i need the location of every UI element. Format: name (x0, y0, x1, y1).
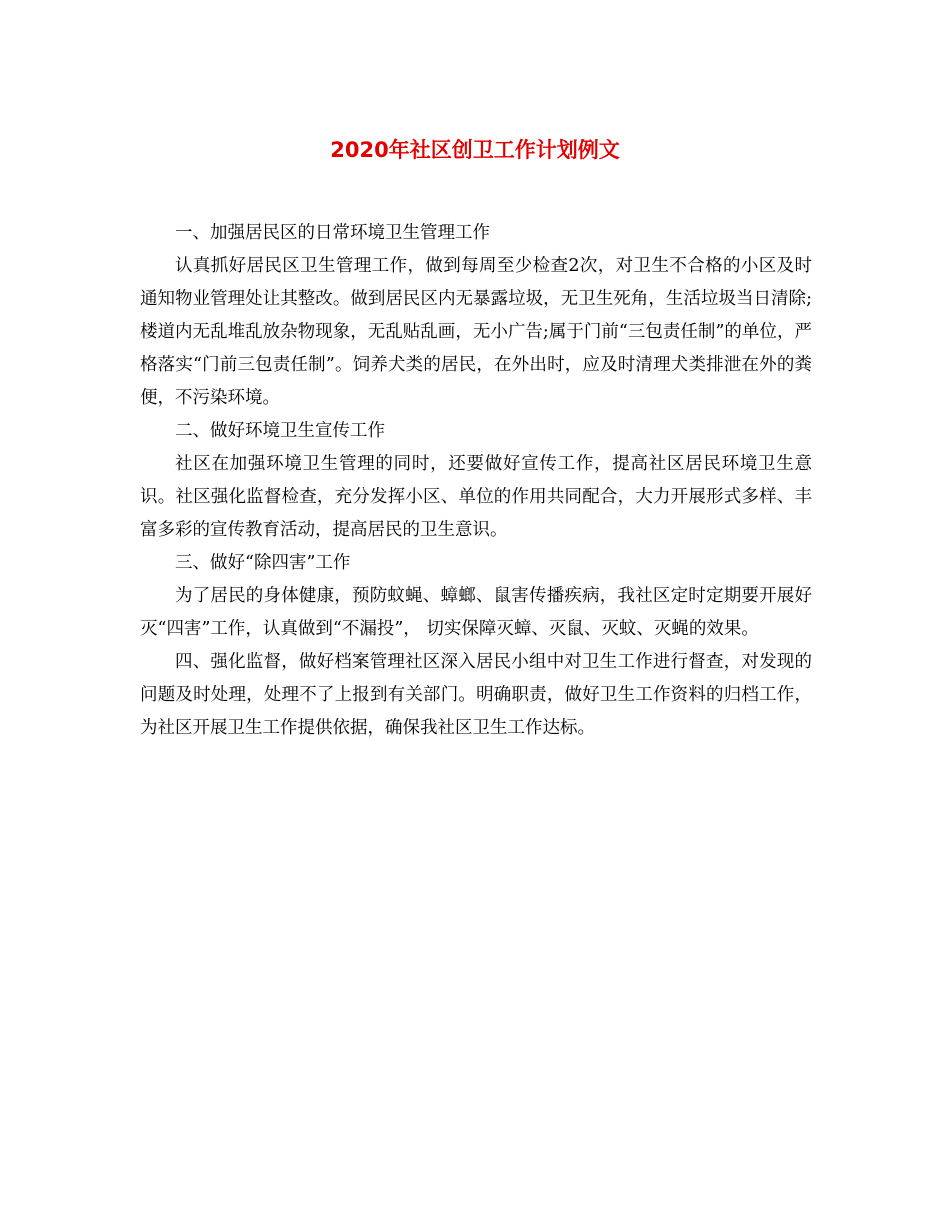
section-4: 四、强化监督，做好档案管理社区深入居民小组中对卫生工作进行督查，对发现的问题及时处理，处理不了上报到有关部门。明确职责，做好卫生工作资料的归档工作，为社区开展卫生工作提供依据，确保我社区卫生工作达标。 (140, 652, 812, 738)
section-body-3: 为了居民的身体健康，预防蚊蝇、蟑螂、鼠害传播疾病，我社区定时定期要开展好灭“四害”工作，认真做到“不漏投”， 切实保障灭蟑、灭鼠、灭蚊、灭蝇的效果。 (140, 586, 812, 639)
document-body (140, 217, 812, 745)
document-title: 2020年社区创卫工作计划例文 (330, 138, 620, 162)
section-body-2: 社区在加强环境卫生管理的同时，还要做好宣传工作，提高社区居民环境卫生意识。社区强化监督检查，充分发挥小区、单位的作用共同配合，大力开展形式多样、丰富多彩的宣传教育活动，提高居民的卫生意识。 (140, 454, 812, 540)
section-heading-1: 一、加强居民区的日常环境卫生管理工作 (175, 223, 490, 243)
section-heading-2: 二、做好环境卫生宣传工作 (175, 421, 385, 441)
section-heading-3: 三、做好“除四害”工作 (175, 553, 351, 573)
section-body-1: 认真抓好居民区卫生管理工作，做到每周至少检查2次，对卫生不合格的小区及时通知物业管理处让其整改。做到居民区内无暴露垃圾，无卫生死角，生活垃圾当日清除;楼道内无乱堆乱放杂物现象，无乱贴乱画，无小广告;属于门前“三包责任制”的单位，严格落实“门前三包责任制”。饲养犬类的居民，在外出时，应及时清理犬类排泄在外的粪便，不污染环境。 (140, 256, 812, 408)
